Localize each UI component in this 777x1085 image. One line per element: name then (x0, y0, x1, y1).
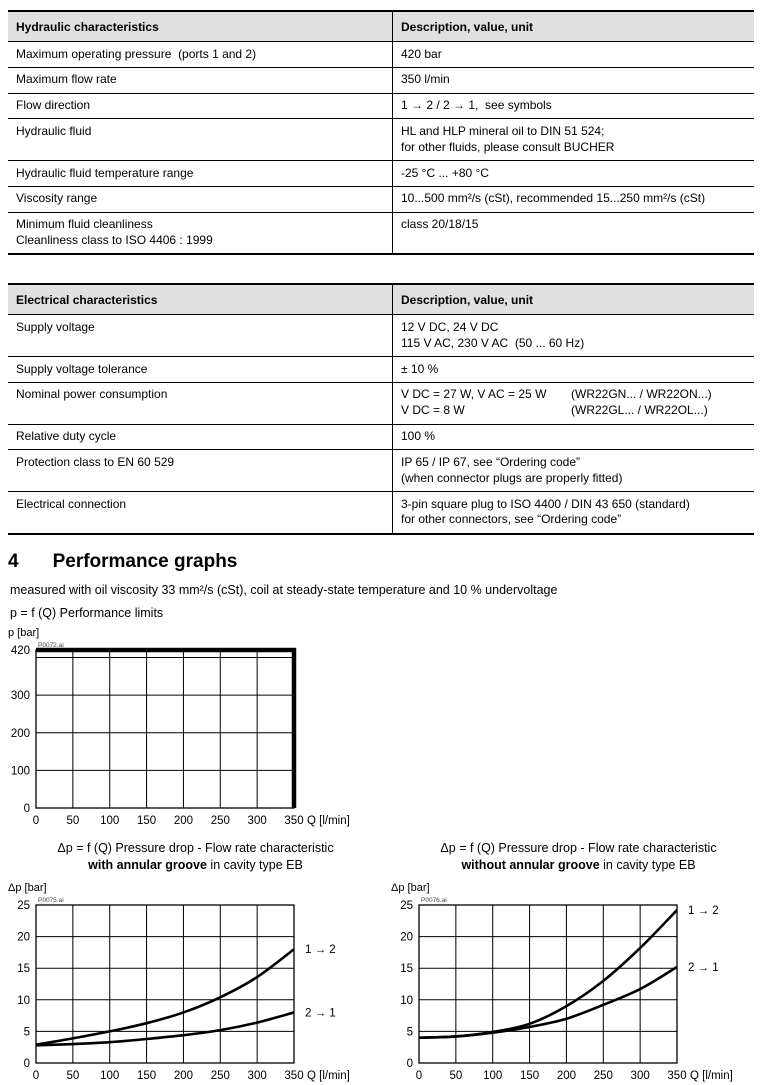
property-cell (8, 357, 393, 383)
x-tick-label: 100 (100, 814, 120, 827)
x-tick-label: 150 (519, 1069, 540, 1082)
table-row (8, 186, 754, 212)
property-cell (8, 119, 393, 161)
x-tick-label: 300 (247, 814, 267, 827)
cell-line: IP 65 / IP 67, see “Ordering code” (401, 454, 580, 469)
y-tick-label: 0 (23, 802, 30, 815)
x-tick-label: 200 (173, 814, 194, 827)
property-cell (8, 450, 393, 492)
cell-line: for other fluids, please consult BUCHER (401, 139, 615, 154)
x-tick-label: 150 (136, 814, 157, 827)
x-tick-label: 50 (449, 1069, 463, 1082)
y-tick-label: 100 (10, 765, 30, 778)
cell-line: 100 % (401, 429, 436, 444)
table-row (8, 93, 754, 119)
table-row (8, 382, 754, 424)
x-tick-label: 350 (284, 1069, 304, 1082)
value-cell (393, 161, 755, 187)
property-cell (8, 492, 393, 534)
x-tick-label: 100 (100, 1069, 120, 1082)
cell-line: 350 l/min (401, 72, 450, 87)
x-tick-label: 200 (556, 1069, 577, 1082)
table-row (8, 450, 754, 492)
value-cell (393, 492, 755, 534)
section-heading (8, 551, 765, 573)
cell-line: Viscosity range (16, 191, 98, 206)
property-cell (8, 382, 393, 424)
value-cell (393, 42, 755, 68)
chart-title-line1: Δp = f (Q) Pressure drop - Flow rate characteristic (57, 840, 334, 855)
cell-line: class 20/18/15 (401, 217, 479, 232)
chart-title-rest: in cavity type EB (599, 858, 696, 873)
cell-line: 10...500 mm²/s (cSt), recommended 15...250 mm²/s (cSt) (401, 191, 706, 206)
y-axis-unit-label: Δp [bar] (8, 881, 47, 894)
table-row (8, 424, 754, 450)
property-cell (8, 161, 393, 187)
x-tick-label: 0 (32, 814, 40, 827)
cell-line-segment: V DC = 8 W (401, 403, 465, 418)
series-label: 1 → 2 (688, 904, 719, 917)
plot-border (36, 650, 294, 808)
y-tick-label: 200 (10, 727, 30, 740)
description-header-cell: Description, value, unit (393, 11, 755, 42)
curve-performance-limit-envelope (36, 650, 294, 808)
x-tick-label: 300 (247, 1069, 267, 1082)
series-label: 1 → 2 (305, 943, 336, 956)
cell-line: (when connector plugs are properly fitted) (401, 470, 623, 485)
x-tick-label: 0 (415, 1069, 423, 1082)
cell-line: 420 bar (401, 46, 442, 61)
electrical-characteristics-table (8, 283, 754, 534)
value-cell (393, 315, 755, 357)
cell-line: for other connectors, see “Ordering code” (401, 512, 622, 527)
x-tick-label: 50 (66, 814, 80, 827)
characteristics-header-cell: Hydraulic characteristics (8, 11, 393, 42)
property-cell (8, 424, 393, 450)
y-tick-label: 300 (10, 689, 30, 702)
pressure-drop-with-groove-chart (8, 895, 383, 1085)
x-tick-label: 300 (630, 1069, 650, 1082)
chart-title-rest: in cavity type EB (206, 858, 303, 873)
y-tick-label: 5 (406, 1026, 413, 1039)
value-cell (393, 212, 755, 254)
property-cell (8, 42, 393, 68)
x-tick-label: 350 (284, 814, 304, 827)
cell-line: Protection class to EN 60 529 (16, 454, 175, 469)
cell-line: -25 °C ... +80 °C (401, 165, 489, 180)
chart-title-line2 (8, 857, 383, 875)
x-tick-label: 50 (66, 1069, 80, 1082)
curve-flow-1-to-2 (419, 910, 677, 1038)
value-cell (393, 450, 755, 492)
cell-line (401, 387, 746, 403)
cell-line (401, 403, 746, 419)
figure-id-label: P0076.ai (421, 896, 447, 904)
header-row (8, 284, 754, 315)
y-tick-label: 5 (23, 1026, 30, 1039)
x-axis-unit-label: Q [l/min] (307, 814, 350, 827)
value-cell (393, 424, 755, 450)
y-tick-label: 420 (10, 644, 30, 657)
x-tick-label: 250 (210, 814, 230, 827)
property-cell (8, 186, 393, 212)
y-tick-label: 10 (17, 994, 30, 1007)
measurement-conditions-text: measured with oil viscosity 33 mm²/s (cSt), coil at steady-state temperature and 10 % undervoltage (10, 582, 558, 597)
cell-line-segment: (WR22GN... / WR22ON...) (571, 387, 712, 402)
cell-line: Supply voltage (16, 319, 95, 334)
with-groove-chart-column (8, 840, 383, 1085)
value-cell (393, 357, 755, 383)
table-row (8, 492, 754, 534)
x-axis-unit-label: Q [l/min] (307, 1069, 350, 1082)
cell-line: Cleanliness class to ISO 4406 : 1999 (16, 233, 213, 248)
description-header-cell: Description, value, unit (393, 284, 755, 315)
pressure-drop-without-groove-chart (391, 895, 766, 1085)
figure-id-label: P0072.ai (38, 641, 64, 649)
plot-border (419, 905, 677, 1063)
property-cell (8, 315, 393, 357)
cell-line: Electrical connection (16, 496, 127, 511)
performance-limits-chart (8, 640, 383, 830)
chart-title-bold: without annular groove (461, 858, 600, 873)
table-row (8, 212, 754, 254)
table-row (8, 119, 754, 161)
value-cell (393, 93, 755, 119)
x-tick-label: 0 (32, 1069, 40, 1082)
cell-line: Minimum fluid cleanliness (16, 217, 153, 232)
value-cell (393, 382, 755, 424)
property-cell (8, 67, 393, 93)
cell-line: 115 V AC, 230 V AC (50 ... 60 Hz) (401, 335, 585, 350)
table-row (8, 357, 754, 383)
y-tick-label: 0 (406, 1057, 413, 1070)
cell-line-segment: (WR22GL... / WR22OL...) (571, 403, 708, 418)
y-axis-unit-label: Δp [bar] (391, 881, 430, 894)
cell-line: ± 10 % (401, 361, 439, 376)
y-axis-unit-label: p [bar] (8, 626, 40, 639)
x-tick-label: 100 (483, 1069, 503, 1082)
y-tick-label: 15 (400, 962, 413, 975)
pressure-drop-charts-row (8, 840, 765, 1085)
cell-line: 1 → 2 / 2 → 1, see symbols (401, 98, 552, 113)
cell-line: Maximum operating pressure (ports 1 and 2) (16, 46, 257, 61)
figure-id-label: P0075.ai (38, 896, 64, 904)
section-number: 4 (8, 550, 19, 572)
section-title: Performance graphs (52, 550, 238, 572)
curve-flow-2-to-1 (419, 967, 677, 1038)
value-cell (393, 186, 755, 212)
table-row (8, 161, 754, 187)
y-tick-label: 0 (23, 1057, 30, 1070)
x-axis-unit-label: Q [l/min] (690, 1069, 733, 1082)
series-label: 2 → 1 (688, 961, 719, 974)
chart-title-bold: with annular groove (88, 858, 207, 873)
series-label: 2 → 1 (305, 1007, 336, 1020)
table-row (8, 42, 754, 68)
x-tick-label: 200 (173, 1069, 194, 1082)
cell-line: Hydraulic fluid temperature range (16, 165, 194, 180)
cell-line: Flow direction (16, 98, 91, 113)
table-row (8, 67, 754, 93)
x-tick-label: 250 (593, 1069, 613, 1082)
x-tick-label: 250 (210, 1069, 230, 1082)
without-groove-chart-column (391, 840, 766, 1085)
y-tick-label: 25 (400, 899, 413, 912)
x-tick-label: 350 (667, 1069, 687, 1082)
y-tick-label: 10 (400, 994, 413, 1007)
hydraulic-characteristics-table (8, 10, 754, 255)
property-cell (8, 93, 393, 119)
with-groove-chart-title (8, 840, 383, 875)
performance-limits-chart-block (8, 627, 765, 830)
characteristics-header-cell: Electrical characteristics (8, 284, 393, 315)
cell-line: Relative duty cycle (16, 429, 117, 444)
property-cell (8, 212, 393, 254)
y-tick-label: 15 (17, 962, 30, 975)
cell-line-segment: V DC = 27 W, V AC = 25 W (401, 387, 547, 402)
header-row (8, 11, 754, 42)
value-cell (393, 67, 755, 93)
performance-limits-caption: p = f (Q) Performance limits (10, 605, 164, 620)
cell-line: 12 V DC, 24 V DC (401, 319, 499, 334)
x-tick-label: 150 (136, 1069, 157, 1082)
cell-line: Maximum flow rate (16, 72, 117, 87)
chart-title-line1: Δp = f (Q) Pressure drop - Flow rate characteristic (440, 840, 717, 855)
y-tick-label: 20 (17, 931, 30, 944)
y-tick-label: 20 (400, 931, 413, 944)
cell-line: HL and HLP mineral oil to DIN 51 524; (401, 123, 605, 138)
cell-line: Supply voltage tolerance (16, 361, 148, 376)
cell-line: Nominal power consumption (16, 387, 168, 402)
curve-flow-1-to-2 (36, 949, 294, 1044)
value-cell (393, 119, 755, 161)
y-tick-label: 25 (17, 899, 30, 912)
chart-title-line2 (391, 857, 766, 875)
table-row (8, 315, 754, 357)
without-groove-chart-title (391, 840, 766, 875)
cell-line: Hydraulic fluid (16, 123, 92, 138)
cell-line: 3-pin square plug to ISO 4400 / DIN 43 650 (standard) (401, 496, 690, 511)
